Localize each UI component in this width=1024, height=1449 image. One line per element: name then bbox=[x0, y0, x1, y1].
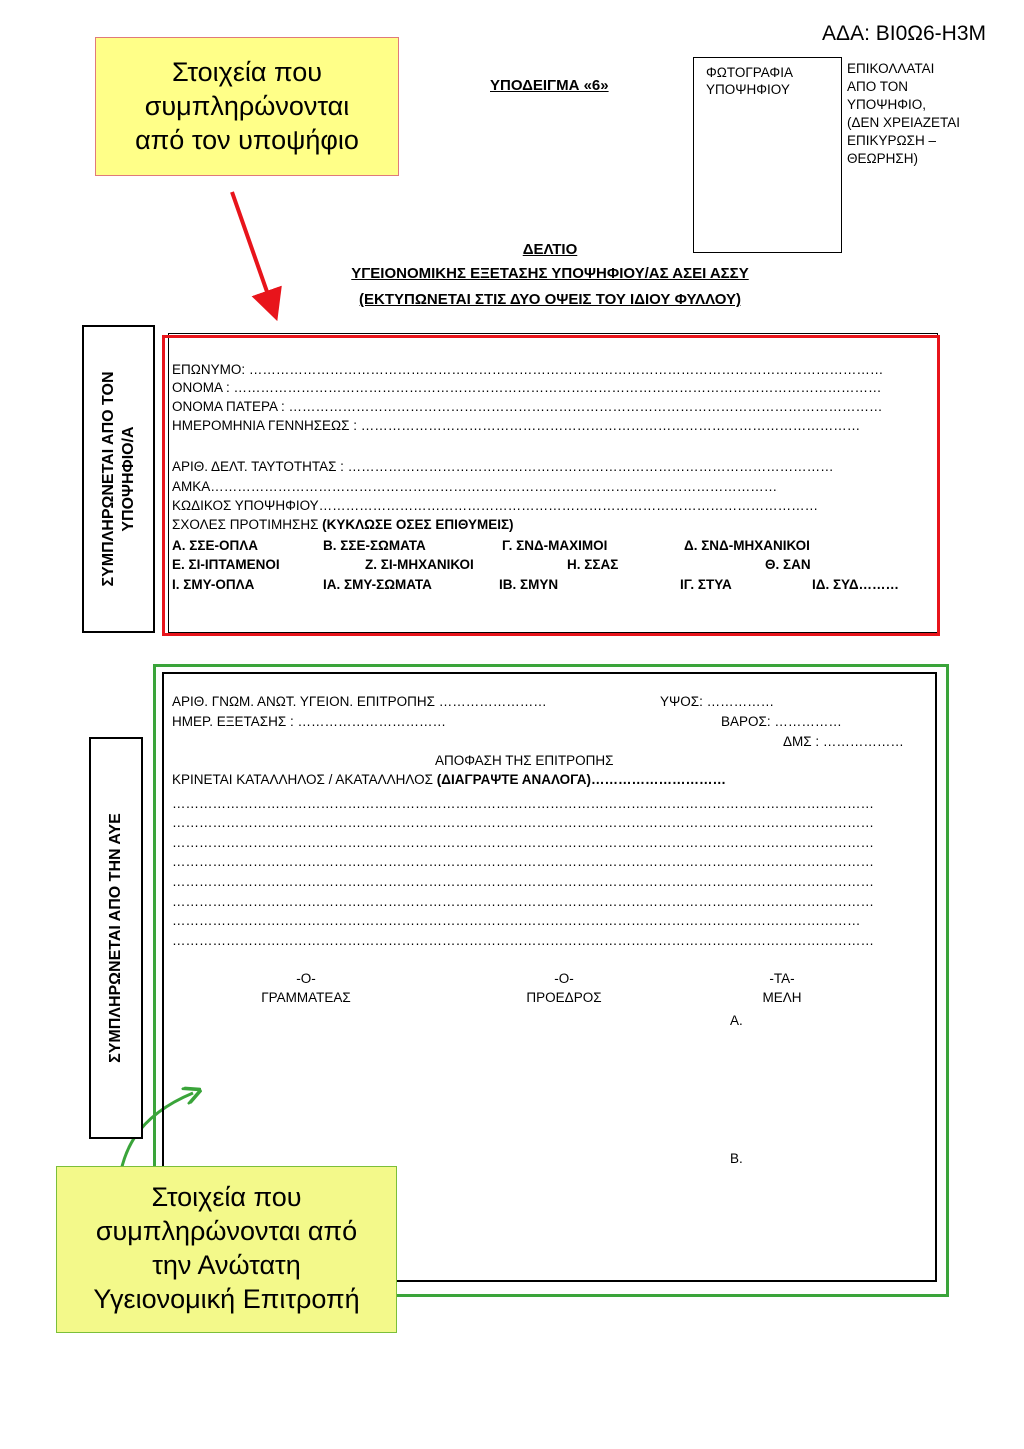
school-option[interactable]: Η. ΣΣΑΣ bbox=[567, 557, 619, 572]
school-option[interactable]: Γ. ΣΝΔ-ΜΑΧΙΜΟΙ bbox=[502, 538, 608, 553]
decision-title: ΑΠΟΦΑΣΗ ΤΗΣ ΕΠΙΤΡΟΠΗΣ bbox=[435, 753, 614, 768]
school-option[interactable]: Ζ. ΣΙ-ΜΗΧΑΝΙΚΟΙ bbox=[365, 557, 474, 572]
template-label: ΥΠΟΔΕΙΓΜΑ «6» bbox=[490, 77, 609, 94]
president-label-top: -Ο- bbox=[554, 971, 574, 986]
weight-field[interactable]: ΒΑΡΟΣ: …………… bbox=[721, 714, 842, 729]
school-option[interactable]: ΙΑ. ΣΜΥ-ΣΩΜΑΤΑ bbox=[323, 577, 432, 592]
photo-note-line: ΥΠΟΨΗΦΙΟ, bbox=[847, 97, 927, 112]
school-option[interactable]: ΙΒ. ΣΜΥΝ bbox=[499, 577, 559, 592]
side-label-line: ΣΥΜΠΛΗΡΩΝΕΤΑΙ ΑΠΟ ΤΟΝ bbox=[99, 371, 117, 587]
callout-committee bbox=[56, 1166, 397, 1333]
callout-line: από τον υποψήφιο bbox=[135, 125, 359, 155]
schools-label bbox=[172, 516, 514, 533]
photo-note-line: ΘΕΩΡΗΣΗ) bbox=[847, 151, 918, 166]
form-title-line3: (ΕΚΤΥΠΩΝΕΤΑΙ ΣΤΙΣ ΔΥΟ ΟΨΕΙΣ ΤΟΥ ΙΔΙΟΥ ΦΥΛΛΟΥ) bbox=[359, 291, 741, 308]
exam-date-field[interactable]: ΗΜΕΡ. ΕΞΕΤΑΣΗΣ : …………………………… bbox=[172, 714, 447, 729]
form-title-line2: ΥΓΕΙΟΝΟΜΙΚΗΣ ΕΞΕΤΑΣΗΣ ΥΠΟΨΗΦΙΟΥ/ΑΣ ΑΣΕΙ ΑΣΣΥ bbox=[351, 265, 749, 282]
schools-instruction: (ΚΥΚΛΩΣΕ ΟΣΕΣ ΕΠΙΘΥΜΕΙΣ) bbox=[322, 517, 514, 532]
callout-line: συμπληρώνονται bbox=[144, 91, 350, 121]
member-b-label: Β. bbox=[730, 1151, 743, 1166]
secretary-label: ΓΡΑΜΜΑΤΕΑΣ bbox=[261, 990, 351, 1005]
secretary-label-top: -Ο- bbox=[296, 971, 316, 986]
remarks-line[interactable]: ………………………………………………………………………………………………………………………………………… bbox=[172, 933, 874, 948]
callout-line: Στοιχεία που bbox=[171, 57, 323, 87]
form-title-line1: ΔΕΛΤΙΟ bbox=[522, 241, 578, 258]
decision-instruction[interactable]: (ΔΙΑΓΡΑΨΤΕ ΑΝΑΛΟΓΑ)………………………… bbox=[436, 772, 727, 787]
photo-label-line1: ΦΩΤΟΓΡΑΦΙΑ bbox=[706, 65, 793, 80]
school-option[interactable]: Α. ΣΣΕ-ΟΠΛΑ bbox=[172, 538, 258, 553]
photo-label-line2: ΥΠΟΨΗΦΙΟΥ bbox=[706, 82, 790, 97]
side-label-line: ΥΠΟΨΗΦΙΟ/Α bbox=[119, 426, 137, 532]
ada-code: ΑΔΑ: ΒΙ0Ω6-Η3Μ bbox=[822, 22, 986, 45]
side-label-line: ΣΥΜΠΛΗΡΩΝΕΤΑΙ ΑΠΟ ΤΗΝ ΑΥΕ bbox=[107, 813, 124, 1063]
school-option[interactable]: Δ. ΣΝΔ-ΜΗΧΑΝΙΚΟΙ bbox=[684, 538, 810, 553]
decision-line bbox=[172, 771, 726, 788]
remarks-line[interactable]: ………………………………………………………………………………………………………………………………………… bbox=[172, 854, 874, 869]
opinion-number-field[interactable]: ΑΡΙΘ. ΓΝΩΜ. ΑΝΩΤ. ΥΓΕΙΟΝ. ΕΠΙΤΡΟΠΗΣ …………………… bbox=[172, 694, 547, 709]
school-option[interactable]: Ε. ΣΙ-ΙΠΤΑΜΕΝΟΙ bbox=[172, 557, 280, 572]
birthdate-field[interactable]: ΗΜΕΡΟΜΗΝΙΑ ΓΕΝΝΗΣΕΩΣ : ………………………………………………………………………………………………… bbox=[172, 418, 861, 433]
president-label: ΠΡΟΕΔΡΟΣ bbox=[526, 990, 602, 1005]
school-option[interactable]: Ι. ΣΜΥ-ΟΠΛΑ bbox=[172, 577, 255, 592]
photo-note-line: ΕΠΙΚΟΛΛΑΤΑΙ bbox=[847, 61, 935, 76]
photo-note-line: ΕΠΙΚΥΡΩΣΗ – bbox=[847, 133, 936, 148]
callout-line: την Ανώτατη bbox=[152, 1250, 301, 1280]
callout-line: Στοιχεία που bbox=[151, 1182, 302, 1212]
bmi-field[interactable]: ΔΜΣ : ……………… bbox=[783, 734, 904, 749]
members-label: ΜΕΛΗ bbox=[762, 990, 802, 1005]
surname-field[interactable]: ΕΠΩΝΥΜΟ: …………………………………………………………………………………………………………………………… bbox=[172, 362, 884, 377]
candidate-code-field[interactable]: ΚΩΔΙΚΟΣ ΥΠΟΨΗΦΙΟΥ………………………………………………………………………………………………… bbox=[172, 498, 819, 513]
photo-note-line: (ΔΕΝ ΧΡΕΙΑΖΕΤΑΙ bbox=[847, 115, 961, 130]
remarks-line[interactable]: ……………………………………………………………………………………………………………………………………… bbox=[172, 913, 861, 928]
height-field[interactable]: ΥΨΟΣ: …………… bbox=[660, 694, 775, 709]
remarks-line[interactable]: ………………………………………………………………………………………………………………………………………… bbox=[172, 874, 874, 889]
remarks-line[interactable]: ………………………………………………………………………………………………………………………………………… bbox=[172, 815, 874, 830]
id-number-field[interactable]: ΑΡΙΘ. ΔΕΛΤ. ΤΑΥΤΟΤΗΤΑΣ : ……………………………………………………………………………………………… bbox=[172, 459, 834, 474]
red-arrow bbox=[232, 192, 272, 306]
amka-field[interactable]: ΑΜΚΑ……………………………………………………………………………………………………………… bbox=[172, 479, 778, 494]
school-option[interactable]: ΙΔ. ΣΥΔ……… bbox=[812, 577, 900, 592]
school-option[interactable]: Θ. ΣΑΝ bbox=[765, 557, 811, 572]
remarks-line[interactable]: ………………………………………………………………………………………………………………………………………… bbox=[172, 835, 874, 850]
remarks-line[interactable]: ………………………………………………………………………………………………………………………………………… bbox=[172, 796, 874, 811]
school-option[interactable]: Β. ΣΣΕ-ΣΩΜΑΤΑ bbox=[323, 538, 426, 553]
schools-label-text: ΣΧΟΛΕΣ ΠΡΟΤΙΜΗΣΗΣ bbox=[172, 517, 323, 532]
photo-note-line: ΑΠΟ ΤΟΝ bbox=[847, 79, 909, 94]
remarks-line[interactable]: ………………………………………………………………………………………………………………………………………… bbox=[172, 894, 874, 909]
side-label-candidate bbox=[82, 325, 155, 633]
decision-text: ΚΡΙΝΕΤΑΙ ΚΑΤΑΛΛΗΛΟΣ / ΑΚΑΤΑΛΛΗΛΟΣ bbox=[172, 772, 437, 787]
name-field[interactable]: ΟΝΟΜΑ : ……………………………………………………………………………………………………………………………… bbox=[172, 380, 882, 395]
members-label-top: -ΤΑ- bbox=[769, 971, 795, 986]
callout-line: Υγειονομική Επιτροπή bbox=[93, 1284, 360, 1314]
side-label-committee bbox=[89, 737, 143, 1139]
school-option[interactable]: ΙΓ. ΣΤΥΑ bbox=[680, 577, 732, 592]
father-name-field[interactable]: ΟΝΟΜΑ ΠΑΤΕΡΑ : …………………………………………………………………………………………………………………… bbox=[172, 399, 883, 414]
member-a-label: Α. bbox=[730, 1013, 743, 1028]
callout-line: συμπληρώνονται από bbox=[95, 1216, 358, 1246]
